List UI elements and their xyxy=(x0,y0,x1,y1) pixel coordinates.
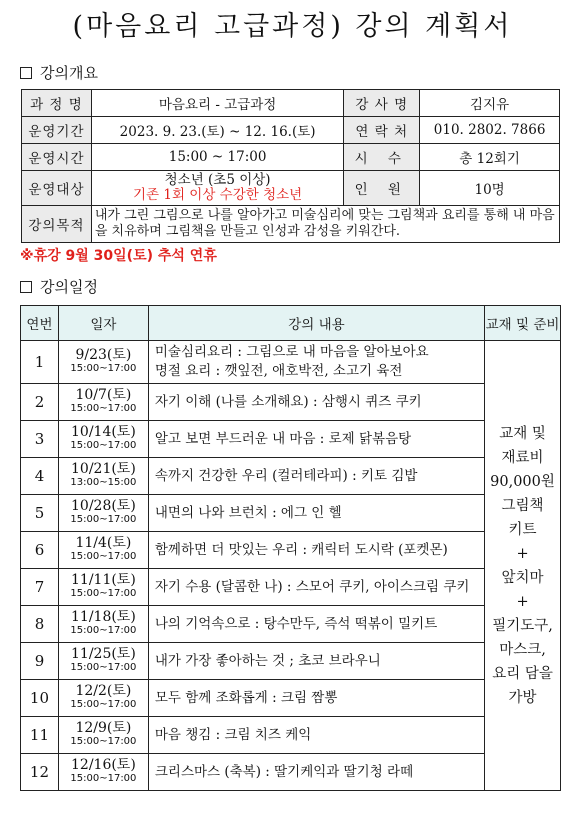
row-content: 자기 수용 (달콤한 나) : 스모어 쿠키, 아이스크림 쿠키 xyxy=(154,578,470,595)
schedule-heading xyxy=(20,276,98,297)
row-time: 15:00~17:00 xyxy=(70,588,137,599)
schedule-row xyxy=(21,754,561,791)
row-number: 4 xyxy=(21,458,59,495)
overview-table xyxy=(21,89,560,243)
materials-line: 교재 및 xyxy=(499,425,546,442)
schedule-row xyxy=(21,606,561,643)
row-number: 9 xyxy=(21,643,59,680)
instructor-label: 강 사 명 xyxy=(344,90,420,117)
schedule-row xyxy=(21,384,561,421)
row-date: 12/2(토) xyxy=(75,683,132,699)
period-label: 운영기간 xyxy=(22,117,92,144)
target-cell xyxy=(91,171,343,206)
schedule-row xyxy=(21,458,561,495)
row-content-cell xyxy=(148,341,484,384)
time-label: 운영시간 xyxy=(22,144,92,171)
row-time: 15:00~17:00 xyxy=(70,514,137,525)
checkbox-icon xyxy=(20,281,32,293)
row-date-cell xyxy=(58,421,148,458)
row-date: 10/14(토) xyxy=(71,424,136,440)
time-value: 15:00 ~ 17:00 xyxy=(91,144,343,171)
target-note: 기존 1회 이상 수강한 청소년 xyxy=(132,187,303,203)
page-title: (마음요리 고급과정) 강의 계획서 xyxy=(72,11,513,42)
row-content-extra: 명절 요리 : 깻잎전, 애호박전, 소고기 육전 xyxy=(154,363,403,379)
row-content-cell xyxy=(148,384,484,421)
instructor-value: 김지유 xyxy=(420,90,560,117)
row-content-cell xyxy=(148,532,484,569)
row-number: 8 xyxy=(21,606,59,643)
materials-line: 그림책 xyxy=(501,497,544,514)
header-materials: 교재 및 준비 xyxy=(485,306,561,341)
row-time: 15:00~17:00 xyxy=(70,363,137,374)
capacity-label: 인 원 xyxy=(344,171,420,206)
row-date: 12/9(토) xyxy=(75,720,132,736)
row-date: 11/18(토) xyxy=(71,609,136,625)
row-number: 11 xyxy=(21,717,59,754)
purpose-value: 내가 그린 그림으로 나를 알아가고 미술심리에 맞는 그림책과 요리를 통해 내 마음을 치유하며 그림책을 만들고 인성과 감성을 키워간다. xyxy=(91,206,559,243)
row-content: 자기 이해 (나를 소개해요) : 삼행시 퀴즈 쿠키 xyxy=(154,393,422,410)
contact-value: 010. 2802. 7866 xyxy=(420,117,560,144)
row-number: 10 xyxy=(21,680,59,717)
sessions-label: 시 수 xyxy=(344,144,420,171)
row-date-cell xyxy=(58,341,148,384)
row-date-cell xyxy=(58,606,148,643)
purpose-label: 강의목적 xyxy=(22,206,92,243)
row-content: 마음 챙김 : 크림 치즈 케익 xyxy=(154,726,312,743)
row-number: 7 xyxy=(21,569,59,606)
row-content-cell xyxy=(148,421,484,458)
materials-line: 앞치마 xyxy=(501,569,544,586)
materials-line: 요리 담을 xyxy=(492,665,553,682)
row-content-cell xyxy=(148,717,484,754)
row-date: 10/21(토) xyxy=(71,461,136,477)
row-date: 10/7(토) xyxy=(75,387,132,403)
header-number: 연번 xyxy=(21,306,59,341)
materials-line: 가방 xyxy=(508,689,537,706)
row-content: 함께하면 더 맛있는 우리 : 캐릭터 도시락 (포켓몬) xyxy=(154,541,448,558)
target-label: 운영대상 xyxy=(22,171,92,206)
row-content-cell xyxy=(148,458,484,495)
row-date-cell xyxy=(58,717,148,754)
row-date-cell xyxy=(58,680,148,717)
row-number: 6 xyxy=(21,532,59,569)
row-date: 11/25(토) xyxy=(71,646,136,662)
row-time: 15:00~17:00 xyxy=(70,403,137,414)
row-date-cell xyxy=(58,569,148,606)
row-date: 11/11(토) xyxy=(71,572,136,588)
materials-line: + xyxy=(516,593,529,610)
row-content: 알고 보면 부드러운 내 마음 : 로제 닭볶음탕 xyxy=(154,430,412,447)
row-date-cell xyxy=(58,532,148,569)
row-content-cell xyxy=(148,569,484,606)
row-date: 12/16(토) xyxy=(71,757,136,773)
checkbox-icon xyxy=(20,67,32,79)
row-content: 크리스마스 (축복) : 딸기케익과 딸기청 라떼 xyxy=(154,763,414,780)
row-time: 15:00~17:00 xyxy=(70,440,137,451)
schedule-row xyxy=(21,569,561,606)
period-value: 2023. 9. 23.(토) ~ 12. 16.(토) xyxy=(91,117,343,144)
sessions-value: 총 12회기 xyxy=(420,144,560,171)
schedule-row xyxy=(21,680,561,717)
schedule-row xyxy=(21,532,561,569)
materials-line: 90,000원 xyxy=(490,473,555,490)
row-date-cell xyxy=(58,495,148,532)
row-date: 10/28(토) xyxy=(71,498,136,514)
materials-line: + xyxy=(516,545,529,562)
schedule-row xyxy=(21,421,561,458)
header-content: 강의 내용 xyxy=(148,306,484,341)
schedule-header-row xyxy=(21,306,561,341)
row-time: 13:00~15:00 xyxy=(70,477,137,488)
row-content: 속까지 건강한 우리 (컬러테라피) : 키토 김밥 xyxy=(154,467,418,484)
holiday-notice: ※휴강 9월 30일(토) 추석 연휴 xyxy=(20,248,217,264)
schedule-row xyxy=(21,341,561,384)
overview-heading xyxy=(20,62,98,83)
row-time: 15:00~17:00 xyxy=(70,736,137,747)
schedule-row xyxy=(21,717,561,754)
header-date: 일자 xyxy=(58,306,148,341)
row-content-cell xyxy=(148,606,484,643)
overview-heading-label: 강의개요 xyxy=(40,64,98,82)
schedule-row xyxy=(21,643,561,680)
materials-line: 필기도구, xyxy=(492,617,553,634)
target-value: 청소년 (초5 이상) xyxy=(164,172,271,188)
row-time: 15:00~17:00 xyxy=(70,625,137,636)
row-number: 1 xyxy=(21,341,59,384)
materials-cell xyxy=(485,341,561,791)
row-date-cell xyxy=(58,754,148,791)
materials-line: 재료비 xyxy=(501,449,544,466)
row-time: 15:00~17:00 xyxy=(70,662,137,673)
row-content: 미술심리요리 : 그림으로 내 마음을 알아보아요 xyxy=(154,344,429,360)
schedule-heading-label: 강의일정 xyxy=(40,278,98,296)
row-content-cell xyxy=(148,754,484,791)
schedule-body xyxy=(21,341,561,791)
course-value: 마음요리 - 고급과정 xyxy=(91,90,343,117)
row-content-cell xyxy=(148,680,484,717)
row-time: 15:00~17:00 xyxy=(70,773,137,784)
row-content: 내가 가장 좋아하는 것 ; 초코 브라우니 xyxy=(154,652,381,669)
capacity-value: 10명 xyxy=(420,171,560,206)
row-number: 5 xyxy=(21,495,59,532)
row-number: 3 xyxy=(21,421,59,458)
row-date-cell xyxy=(58,458,148,495)
row-date-cell xyxy=(58,384,148,421)
schedule-table xyxy=(20,305,561,791)
row-content-cell xyxy=(148,643,484,680)
contact-label: 연 락 처 xyxy=(344,117,420,144)
schedule-row xyxy=(21,495,561,532)
row-content: 내면의 나와 브런치 : 에그 인 헬 xyxy=(154,504,342,521)
course-label: 과 정 명 xyxy=(22,90,92,117)
row-date-cell xyxy=(58,643,148,680)
row-time: 15:00~17:00 xyxy=(70,699,137,710)
row-time: 15:00~17:00 xyxy=(70,551,137,562)
row-content: 나의 기억속으로 : 탕수만두, 즉석 떡볶이 밀키트 xyxy=(154,615,438,632)
materials-line: 키트 xyxy=(508,521,537,538)
row-date: 11/4(토) xyxy=(75,535,132,551)
materials-line: 마스크, xyxy=(499,641,546,658)
row-content: 모두 함께 조화롭게 : 크림 짬뽕 xyxy=(154,689,338,706)
row-date: 9/23(토) xyxy=(75,347,132,363)
row-number: 12 xyxy=(21,754,59,791)
row-number: 2 xyxy=(21,384,59,421)
row-content-cell xyxy=(148,495,484,532)
